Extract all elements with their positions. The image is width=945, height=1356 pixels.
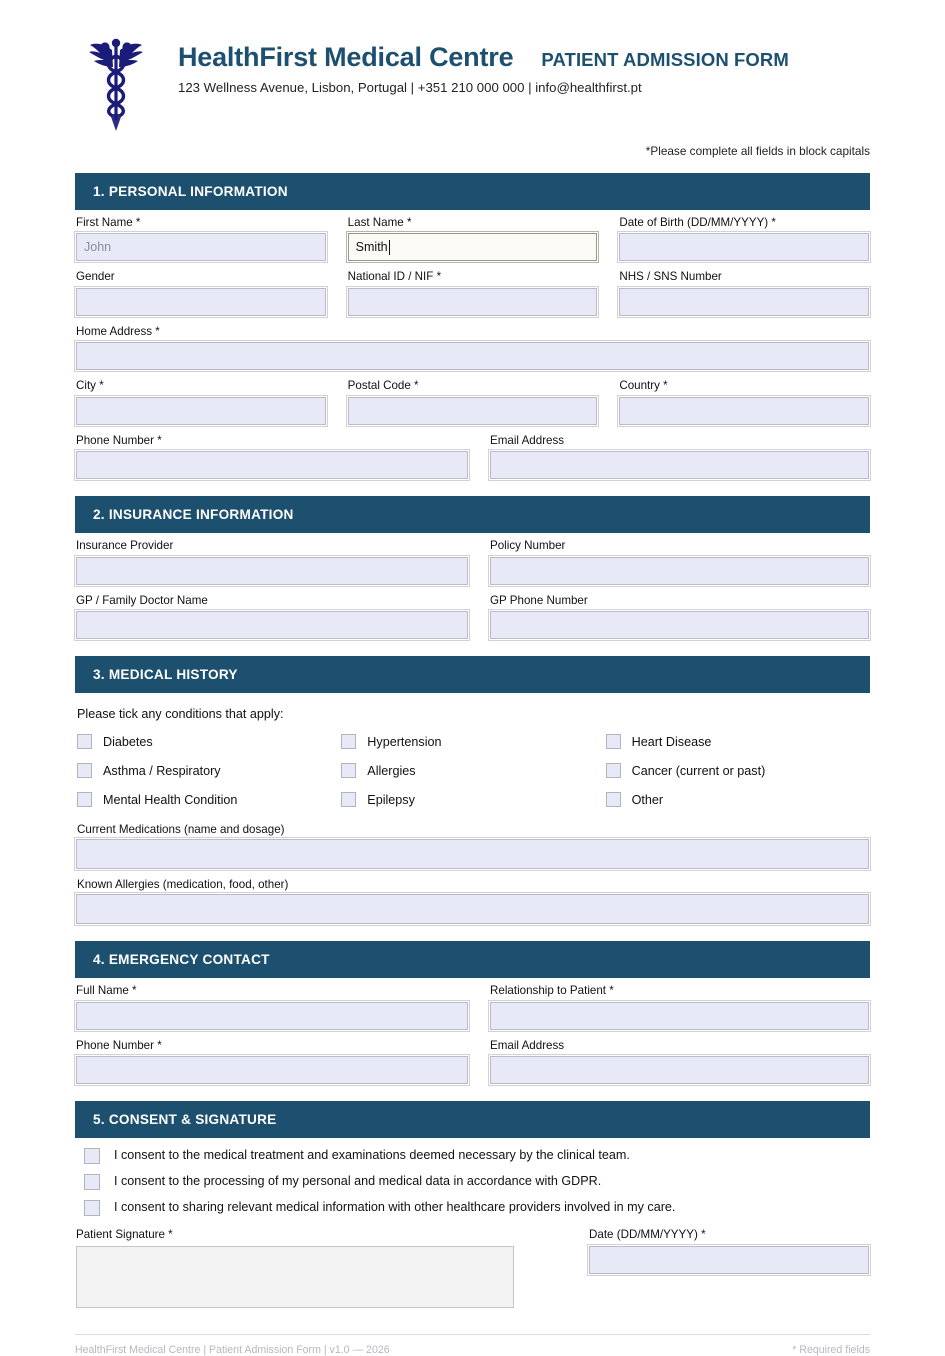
field-gp-name <box>76 594 468 639</box>
conditions-checkbox-grid <box>76 727 869 814</box>
condition-checkbox[interactable] <box>77 734 92 749</box>
emergency-row-2 <box>76 1039 869 1084</box>
spacer <box>597 216 619 261</box>
field-label: City * <box>76 379 104 393</box>
condition-checkbox[interactable] <box>341 763 356 778</box>
consent-text: I consent to sharing relevant medical information with other healthcare providers involved in my care. <box>114 1200 676 1215</box>
policy-number-input[interactable] <box>490 557 869 585</box>
emergency-email-input[interactable] <box>490 1056 869 1084</box>
section-header-personal: 1. PERSONAL INFORMATION <box>75 173 870 210</box>
field-label: Phone Number * <box>76 1038 162 1052</box>
field-label: Policy Number <box>490 539 566 553</box>
field-label: Full Name * <box>76 984 137 998</box>
condition-item[interactable] <box>340 756 604 785</box>
patient-signature-canvas[interactable] <box>76 1246 514 1308</box>
form-content <box>0 173 945 1356</box>
field-email-address <box>490 434 869 479</box>
header-text-block <box>152 30 870 95</box>
personal-row-1 <box>76 216 869 261</box>
condition-checkbox[interactable] <box>606 792 621 807</box>
condition-checkbox[interactable] <box>77 792 92 807</box>
field-national-id <box>348 270 598 315</box>
field-label: GP Phone Number <box>490 593 588 607</box>
field-label: Postal Code * <box>347 379 419 393</box>
field-postal-code <box>348 379 598 424</box>
field-emergency-phone <box>76 1039 468 1084</box>
home-address-input[interactable] <box>76 342 869 370</box>
country-input[interactable] <box>619 397 869 425</box>
footer-left-text: HealthFirst Medical Centre | Patient Admission Form | v1.0 — 2026 <box>75 1343 390 1356</box>
field-gp-phone <box>490 594 869 639</box>
section-header-medical-history: 3. MEDICAL HISTORY <box>75 656 870 693</box>
field-policy-number <box>490 539 869 584</box>
caduceus-icon <box>80 30 152 132</box>
insurance-row-1 <box>76 539 869 584</box>
national-id-input[interactable] <box>348 288 598 316</box>
field-label: First Name * <box>76 216 141 229</box>
field-country <box>619 379 869 424</box>
form-header <box>0 0 945 132</box>
field-city <box>76 379 326 424</box>
conditions-intro: Please tick any conditions that apply: <box>77 707 284 722</box>
consent-checkbox[interactable] <box>84 1148 100 1164</box>
field-label: Last Name * <box>347 216 412 229</box>
consent-checkbox[interactable] <box>84 1200 100 1216</box>
consent-item[interactable] <box>76 1164 869 1190</box>
condition-checkbox[interactable] <box>606 763 621 778</box>
last-name-value: Smith <box>355 240 388 255</box>
condition-item[interactable] <box>76 785 340 814</box>
section-body-emergency-contact <box>75 984 870 1084</box>
condition-item[interactable] <box>605 785 869 814</box>
footer-right-text: * Required fields <box>792 1343 870 1356</box>
allergies-textarea[interactable] <box>76 894 869 924</box>
field-label: Email Address <box>490 433 565 447</box>
personal-row-4 <box>76 379 869 424</box>
field-label: Date of Birth (DD/MM/YYYY) * <box>619 216 776 229</box>
condition-item[interactable] <box>76 727 340 756</box>
field-label: National ID / NIF * <box>347 270 442 284</box>
field-label: Gender <box>76 270 115 284</box>
spacer <box>468 539 490 584</box>
spacer <box>514 1228 589 1307</box>
spacer <box>597 270 619 315</box>
condition-item[interactable] <box>605 756 869 785</box>
contact-line: 123 Wellness Avenue, Lisbon, Portugal | +351 210 000 000 | info@healthfirst.pt <box>178 80 642 95</box>
spacer <box>326 216 348 261</box>
condition-label: Other <box>631 792 664 807</box>
field-emergency-email <box>490 1039 869 1084</box>
personal-row-3 <box>76 325 869 370</box>
form-footer <box>75 1334 870 1356</box>
field-signature-date <box>589 1228 869 1307</box>
personal-row-5 <box>76 434 869 479</box>
spacer <box>468 594 490 639</box>
spacer <box>468 1039 490 1084</box>
allergies-label: Known Allergies (medication, food, other) <box>77 878 289 892</box>
section-body-insurance <box>75 539 870 639</box>
nhs-number-input[interactable] <box>619 288 869 316</box>
condition-checkbox[interactable] <box>77 763 92 778</box>
phone-number-input[interactable] <box>76 451 468 479</box>
gp-name-input[interactable] <box>76 611 468 639</box>
condition-item[interactable] <box>340 785 604 814</box>
condition-item[interactable] <box>340 727 604 756</box>
field-patient-signature <box>76 1228 514 1307</box>
section-body-consent <box>75 1138 870 1307</box>
medications-textarea[interactable] <box>76 839 869 869</box>
field-emergency-relationship <box>490 984 869 1029</box>
condition-label: Allergies <box>367 763 416 778</box>
consent-text: I consent to the medical treatment and examinations deemed necessary by the clinical team. <box>114 1148 630 1163</box>
consent-text: I consent to the processing of my personal and medical data in accordance with GDPR. <box>114 1174 602 1189</box>
spacer <box>326 270 348 315</box>
field-label: GP / Family Doctor Name <box>76 593 208 607</box>
field-label: NHS / SNS Number <box>619 270 722 284</box>
signature-row <box>76 1228 869 1307</box>
field-nhs-number <box>619 270 869 315</box>
condition-checkbox[interactable] <box>606 734 621 749</box>
field-label: Phone Number * <box>76 433 162 447</box>
condition-label: Diabetes <box>103 734 153 749</box>
condition-label: Epilepsy <box>367 792 415 807</box>
spacer <box>326 379 348 424</box>
insurance-row-2 <box>76 594 869 639</box>
field-label: Insurance Provider <box>76 539 174 553</box>
condition-item[interactable] <box>605 727 869 756</box>
section-header-insurance: 2. INSURANCE INFORMATION <box>75 496 870 533</box>
gender-input[interactable] <box>76 288 326 316</box>
spacer <box>597 379 619 424</box>
section-header-emergency-contact: 4. EMERGENCY CONTACT <box>75 941 870 978</box>
spacer <box>468 984 490 1029</box>
form-title: PATIENT ADMISSION FORM <box>541 49 789 70</box>
brand-name: HealthFirst Medical Centre <box>178 42 514 72</box>
city-input[interactable] <box>76 397 326 425</box>
emergency-full-name-input[interactable] <box>76 1002 468 1030</box>
gp-phone-input[interactable] <box>490 611 869 639</box>
field-date-of-birth <box>619 216 869 261</box>
field-label: Date (DD/MM/YYYY) * <box>589 1228 706 1242</box>
emergency-relationship-input[interactable] <box>490 1002 869 1030</box>
medications-label: Current Medications (name and dosage) <box>77 823 285 837</box>
email-address-input[interactable] <box>490 451 869 479</box>
postal-code-input[interactable] <box>348 397 598 425</box>
field-last-name <box>348 216 598 261</box>
field-phone-number <box>76 434 468 479</box>
condition-label: Hypertension <box>367 734 442 749</box>
field-home-address <box>76 325 869 370</box>
signature-date-input[interactable] <box>589 1246 869 1274</box>
condition-label: Asthma / Respiratory <box>103 763 221 778</box>
section-body-medical-history <box>75 707 870 924</box>
condition-label: Cancer (current or past) <box>631 763 766 778</box>
condition-item[interactable] <box>76 756 340 785</box>
personal-row-2 <box>76 270 869 315</box>
text-cursor <box>389 240 390 255</box>
field-label: Country * <box>619 379 668 393</box>
section-body-personal <box>75 216 870 479</box>
emergency-phone-input[interactable] <box>76 1056 468 1084</box>
date-of-birth-input[interactable] <box>619 233 869 261</box>
field-emergency-full-name <box>76 984 468 1029</box>
section-header-consent: 5. CONSENT & SIGNATURE <box>75 1101 870 1138</box>
block-capitals-note: *Please complete all fields in block capitals <box>645 144 870 158</box>
condition-label: Mental Health Condition <box>103 792 238 807</box>
field-label: Home Address * <box>76 324 160 338</box>
field-label: Email Address <box>490 1038 565 1052</box>
first-name-input[interactable]: John <box>76 233 326 261</box>
field-label: Patient Signature * <box>76 1228 173 1242</box>
last-name-input[interactable] <box>348 233 598 261</box>
consent-item[interactable] <box>76 1138 869 1164</box>
condition-checkbox[interactable] <box>341 792 356 807</box>
condition-label: Heart Disease <box>631 734 712 749</box>
emergency-row-1 <box>76 984 869 1029</box>
field-first-name <box>76 216 326 261</box>
spacer <box>468 434 490 479</box>
insurance-provider-input[interactable] <box>76 557 468 585</box>
consent-checkbox[interactable] <box>84 1174 100 1190</box>
field-label: Relationship to Patient * <box>490 984 614 998</box>
field-insurance-provider <box>76 539 468 584</box>
condition-checkbox[interactable] <box>341 734 356 749</box>
field-gender <box>76 270 326 315</box>
consent-item[interactable] <box>76 1190 869 1216</box>
